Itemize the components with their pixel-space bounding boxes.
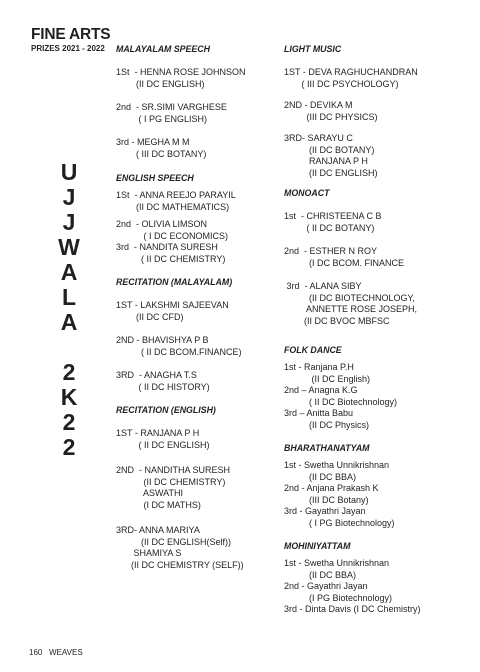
- prize-entry: [116, 335, 278, 358]
- entry-line: 1st - Ranjana P.H: [284, 362, 354, 372]
- entry-line: (II DC BBA): [284, 569, 357, 580]
- prize-entry: [284, 460, 470, 529]
- entry-line: (II DC BBA): [284, 471, 357, 482]
- category-section: [284, 187, 470, 327]
- entry-line: 2nd - Anjana Prakash K: [284, 483, 379, 493]
- prize-entry: [116, 102, 278, 125]
- entry-line: (II DC CFD): [116, 311, 184, 322]
- category-title: FOLK DANCE: [284, 345, 342, 355]
- entry-line: RANJANA P H: [284, 156, 368, 166]
- category-title: ENGLISH SPEECH: [116, 173, 194, 183]
- category-title: MOHINIYATTAM: [284, 541, 351, 551]
- category-title: MONOACT: [284, 188, 330, 198]
- entry-line: SHAMIYA S: [116, 548, 182, 558]
- page-number: 160: [29, 648, 43, 657]
- entry-line: ( II DC BOTANY): [284, 222, 375, 233]
- prize-entry: [284, 362, 470, 431]
- prize-entry: [116, 525, 278, 571]
- entry-line: ( I PG Biotechnology): [284, 517, 395, 528]
- entry-line: (II DC English): [284, 373, 371, 384]
- entry-line: (I PG Biotechnology): [284, 592, 393, 603]
- entry-line: ASWATHI: [116, 488, 184, 498]
- entry-line: (II DC BOTANY): [284, 144, 375, 155]
- entry-line: 2ND - DEVIKA M: [284, 100, 353, 110]
- entry-line: 1ST - DEVA RAGHUCHANDRAN: [284, 67, 418, 77]
- entry-line: (I DC MATHS): [116, 499, 201, 510]
- category-section: [116, 404, 278, 571]
- entry-line: ( II DC Biotechnology): [284, 396, 398, 407]
- page-title: FINE ARTS: [31, 26, 111, 43]
- category-section: [284, 442, 470, 529]
- entry-line: 2ND - NANDITHA SURESH: [116, 465, 231, 475]
- entry-line: (II DC ENGLISH(Self)): [116, 536, 232, 547]
- prize-entry: [284, 558, 470, 616]
- vertical-title: [56, 160, 82, 460]
- prize-entry: [284, 100, 470, 123]
- entry-line: 2ND - BHAVISHYA P B: [116, 335, 209, 345]
- vertical-letter: A: [60, 309, 78, 335]
- entry-line: ( II DC HISTORY): [116, 381, 210, 392]
- vertical-letter: 2: [62, 359, 76, 385]
- prize-entry: [284, 133, 470, 179]
- entry-line: 2nd - SR.SIMI VARGHESE: [116, 102, 227, 112]
- category-title: BHARATHANATYAM: [284, 443, 370, 453]
- entry-line: 3RD- SARAYU C: [284, 133, 353, 143]
- entry-line: 3RD - ANAGHA T.S: [116, 370, 197, 380]
- entry-line: ( II DC CHEMISTRY): [116, 253, 226, 264]
- category-section: [116, 276, 278, 393]
- vertical-letter: U: [60, 159, 78, 185]
- category-section: [284, 540, 470, 616]
- prize-entry: [116, 190, 278, 213]
- left-column: [116, 43, 278, 571]
- category-section: [116, 43, 278, 160]
- entry-line: 3rd – Anitta Babu: [284, 408, 354, 418]
- entry-line: (II DC MATHEMATICS): [116, 201, 230, 212]
- entry-line: ( I PG ENGLISH): [116, 113, 208, 124]
- entry-line: 3RD- ANNA MARIYA: [116, 525, 200, 535]
- entry-line: 3rd - NANDITA SURESH: [116, 242, 218, 252]
- entry-line: (III DC Botany): [284, 494, 369, 505]
- prize-entry: [116, 465, 278, 511]
- page-footer: [29, 648, 83, 658]
- prize-entry: [116, 137, 278, 160]
- prize-entry: [284, 281, 470, 327]
- entry-line: ( II DC ENGLISH): [116, 439, 210, 450]
- vertical-letter: 2: [62, 434, 76, 460]
- category-section: [284, 43, 470, 179]
- entry-line: 3rd - Dinta Davis (I DC Chemistry): [284, 604, 421, 614]
- entry-line: (II DC Physics): [284, 419, 370, 430]
- entry-line: (II DC CHEMISTRY): [116, 476, 226, 487]
- entry-line: 1st - Swetha Unnikrishnan: [284, 460, 390, 470]
- vertical-letter: J: [62, 209, 76, 235]
- vertical-letter: L: [61, 284, 77, 310]
- entry-line: (II DC BVOC MBFSC: [284, 315, 390, 326]
- right-column: [284, 43, 470, 616]
- entry-line: 2nd - OLIVIA LIMSON: [116, 219, 208, 229]
- category-section: [284, 344, 470, 431]
- prize-entry: [284, 67, 470, 90]
- entry-line: 2nd - Gayathri Jayan: [284, 581, 368, 591]
- category-title: RECITATION (MALAYALAM): [116, 277, 233, 287]
- prize-entry: [116, 370, 278, 393]
- entry-line: 3rd - Gayathri Jayan: [284, 506, 366, 516]
- entry-line: (II DC ENGLISH): [116, 78, 205, 89]
- category-title: LIGHT MUSIC: [284, 44, 342, 54]
- entry-line: 1ST - RANJANA P H: [116, 428, 200, 438]
- vertical-letter: W: [58, 234, 80, 260]
- category-title: MALAYALAM SPEECH: [116, 44, 210, 54]
- vertical-letter: 2: [62, 409, 76, 435]
- page-subtitle: PRIZES 2021 - 2022: [31, 44, 105, 53]
- vertical-letter: A: [60, 259, 78, 285]
- category-title: RECITATION (ENGLISH): [116, 405, 216, 415]
- entry-line: ( II DC BCOM.FINANCE): [116, 346, 242, 357]
- entry-line: (II DC ENGLISH): [284, 167, 378, 178]
- entry-line: 1st - Swetha Unnikrishnan: [284, 558, 390, 568]
- entry-line: 3rd - MEGHA M M: [116, 137, 190, 147]
- entry-line: 1ST - LAKSHMI SAJEEVAN: [116, 300, 229, 310]
- vertical-gap: [56, 335, 82, 360]
- prize-entry: [116, 219, 278, 265]
- magazine-name: WEAVES: [49, 648, 83, 657]
- prize-entry: [284, 211, 470, 234]
- category-section: [116, 172, 278, 265]
- entry-line: 1St - ANNA REEJO PARAYIL: [116, 190, 236, 200]
- entry-line: 3rd - ALANA SIBY: [284, 281, 362, 291]
- vertical-letter: J: [62, 184, 76, 210]
- vertical-letter: K: [60, 384, 78, 410]
- entry-line: ANNETTE ROSE JOSEPH,: [284, 304, 418, 314]
- entry-line: 1St - HENNA ROSE JOHNSON: [116, 67, 246, 77]
- entry-line: (I DC BCOM. FINANCE: [284, 257, 405, 268]
- entry-line: 2nd – Anagna K.G: [284, 385, 358, 395]
- prize-entry: [116, 300, 278, 323]
- prize-entry: [116, 428, 278, 451]
- entry-line: (II DC BIOTECHNOLOGY,: [284, 292, 415, 303]
- prize-entry: [284, 246, 470, 269]
- entry-line: 2nd - ESTHER N ROY: [284, 246, 378, 256]
- entry-line: ( III DC BOTANY): [116, 148, 207, 159]
- entry-line: ( I DC ECONOMICS): [116, 230, 229, 241]
- entry-line: (III DC PHYSICS): [284, 111, 378, 122]
- prize-entry: [116, 67, 278, 90]
- entry-line: (II DC CHEMISTRY (SELF)): [116, 559, 244, 570]
- entry-line: 1st - CHRISTEENA C B: [284, 211, 382, 221]
- entry-line: ( III DC PSYCHOLOGY): [284, 78, 399, 89]
